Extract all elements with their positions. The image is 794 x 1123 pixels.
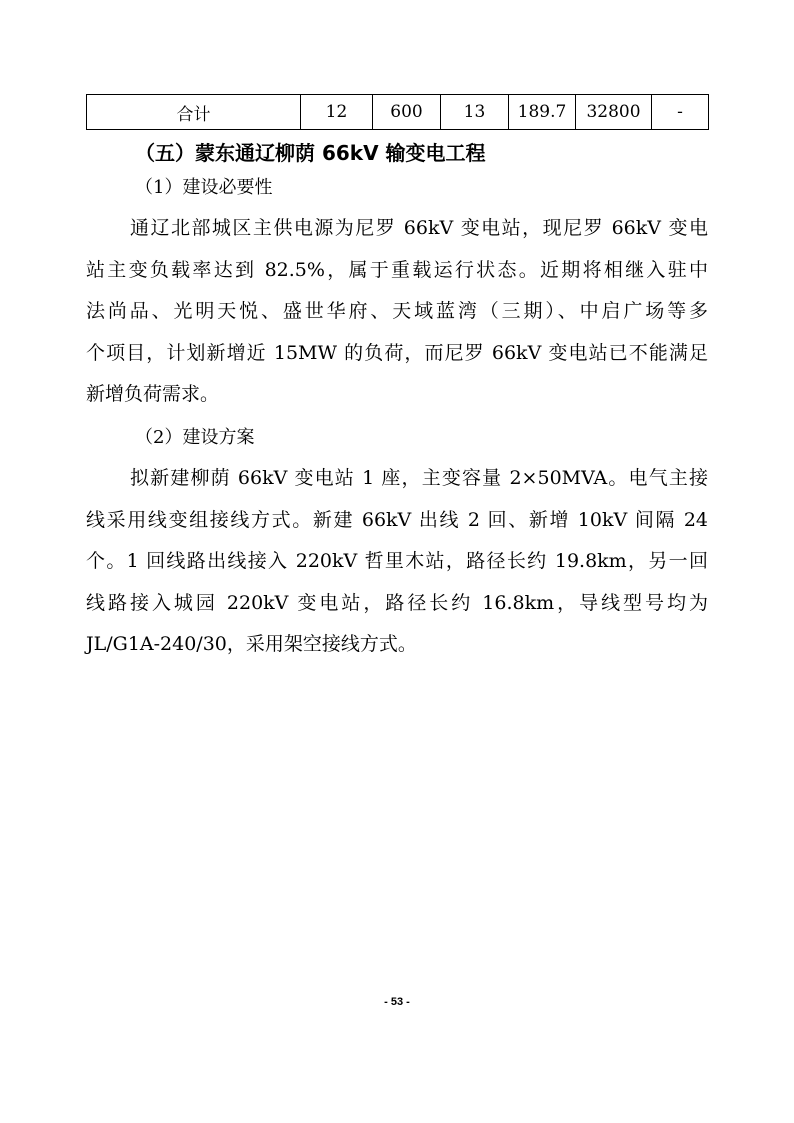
section-heading: （五）蒙东通辽柳荫 66kV 输变电工程 bbox=[135, 141, 486, 165]
paragraph-line: JL/G1A-240/30，采用架空接线方式。 bbox=[86, 633, 417, 656]
total-cell: 13 bbox=[441, 95, 509, 130]
paragraph-line: 通辽北部城区主供电源为尼罗 66kV 变电站，现尼罗 66kV 变电 bbox=[130, 217, 708, 239]
paragraph-line: 个项目，计划新增近 15MW 的负荷，而尼罗 66kV 变电站已不能满足 bbox=[86, 341, 708, 364]
plan-paragraph bbox=[86, 458, 708, 666]
paragraph-line: 拟新建柳荫 66kV 变电站 1 座，主变容量 2×50MVA。电气主接 bbox=[130, 467, 708, 489]
total-cell: 600 bbox=[373, 95, 441, 130]
plan-subheading: （2）建设方案 bbox=[135, 427, 255, 448]
paragraph-line: 新增负荷需求。 bbox=[86, 383, 220, 406]
paragraph-line: 法尚品、光明天悦、盛世华府、天域蓝湾（三期）、中启广场等多 bbox=[86, 300, 708, 323]
summary-table bbox=[86, 94, 709, 130]
paragraph-line: 站主变负载率达到 82.5%，属于重载运行状态。近期将相继入驻中 bbox=[86, 258, 708, 281]
necessity-paragraph bbox=[86, 208, 708, 416]
page-number: - 53 - bbox=[384, 996, 410, 1008]
paragraph-line: 线采用线变组接线方式。新建 66kV 出线 2 回、新增 10kV 间隔 24 bbox=[86, 508, 708, 531]
paragraph-line: 个。1 回线路出线接入 220kV 哲里木站，路径长约 19.8km，另一回 bbox=[86, 550, 708, 573]
total-cell: 189.7 bbox=[509, 95, 576, 130]
table-row-total bbox=[87, 95, 709, 130]
total-label-cell: 合计 bbox=[87, 95, 301, 130]
total-cell: 12 bbox=[301, 95, 373, 130]
necessity-subheading: （1）建设必要性 bbox=[135, 177, 273, 198]
paragraph-line: 线路接入城园 220kV 变电站，路径长约 16.8km，导线型号均为 bbox=[86, 591, 708, 614]
total-cell: 32800 bbox=[576, 95, 652, 130]
total-cell: - bbox=[652, 95, 709, 130]
